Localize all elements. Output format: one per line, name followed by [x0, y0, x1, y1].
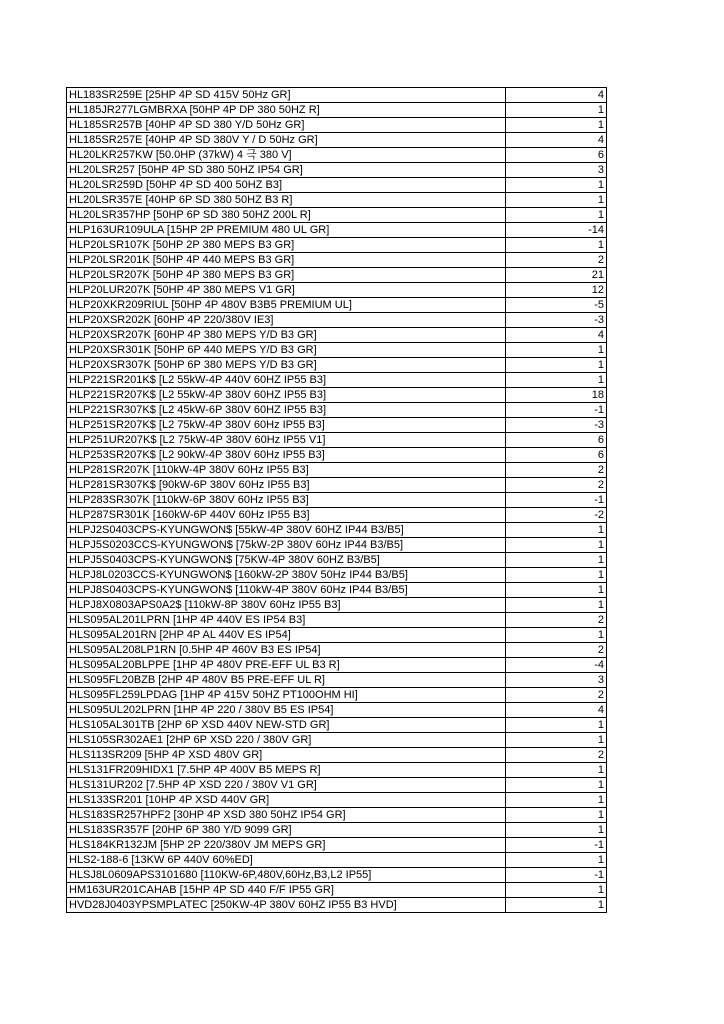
item-quantity-cell: 1 — [506, 823, 607, 838]
item-quantity-cell: 6 — [506, 433, 607, 448]
table-row — [67, 433, 607, 448]
item-quantity-cell: 4 — [506, 328, 607, 343]
item-quantity-cell: 6 — [506, 148, 607, 163]
item-description-cell: HLP251SR207K$ [L2 75kW-4P 380V 60Hz IP55 B3] — [67, 418, 506, 433]
item-description-cell: HL20LSR357HP [50HP 6P SD 380 50HZ 200L R] — [67, 208, 506, 223]
item-description-cell: HLS131UR202 [7.5HP 4P XSD 220 / 380V V1 GR] — [67, 778, 506, 793]
item-description-cell: HLS095AL201LPRN [1HP 4P 440V ES IP54 B3] — [67, 613, 506, 628]
item-quantity-cell: -1 — [506, 868, 607, 883]
item-quantity-cell: -1 — [506, 403, 607, 418]
table-row — [67, 388, 607, 403]
item-quantity-cell: -2 — [506, 508, 607, 523]
item-quantity-cell: 1 — [506, 118, 607, 133]
table-row — [67, 868, 607, 883]
table-row — [67, 508, 607, 523]
table-row — [67, 283, 607, 298]
table-row — [67, 838, 607, 853]
item-description-cell: HLP221SR207K$ [L2 55kW-4P 380V 60HZ IP55 B3] — [67, 388, 506, 403]
item-quantity-cell: 1 — [506, 538, 607, 553]
item-description-cell: HLS131FR209HIDX1 [7.5HP 4P 400V B5 MEPS R] — [67, 763, 506, 778]
item-quantity-cell: 1 — [506, 568, 607, 583]
item-description-cell: HLP253SR207K$ [L2 90kW-4P 380V 60Hz IP55 B3] — [67, 448, 506, 463]
table-row — [67, 853, 607, 868]
item-quantity-cell: 1 — [506, 628, 607, 643]
item-quantity-cell: 3 — [506, 163, 607, 178]
table-row — [67, 478, 607, 493]
item-description-cell: HLP221SR307K$ [L2 45kW-6P 380V 60HZ IP55 B3] — [67, 403, 506, 418]
item-quantity-cell: 1 — [506, 373, 607, 388]
item-quantity-cell: 1 — [506, 853, 607, 868]
table-row — [67, 328, 607, 343]
item-quantity-cell: 2 — [506, 463, 607, 478]
item-quantity-cell: -1 — [506, 493, 607, 508]
table-row — [67, 208, 607, 223]
table-row — [67, 148, 607, 163]
table-row — [67, 193, 607, 208]
item-description-cell: HLP20XKR209RIUL [50HP 4P 480V B3B5 PREMIUM UL] — [67, 298, 506, 313]
table-row — [67, 88, 607, 103]
item-quantity-cell: -5 — [506, 298, 607, 313]
item-description-cell: HVD28J0403YPSMPLATEC [250KW-4P 380V 60HZ IP55 B3 HVD] — [67, 898, 506, 913]
table-row — [67, 718, 607, 733]
item-description-cell: HLS105AL301TB [2HP 6P XSD 440V NEW-STD GR] — [67, 718, 506, 733]
item-quantity-cell: 3 — [506, 673, 607, 688]
item-quantity-cell: 1 — [506, 238, 607, 253]
item-quantity-cell: 1 — [506, 778, 607, 793]
item-description-cell: HLP20XSR301K [50HP 6P 440 MEPS Y/D B3 GR] — [67, 343, 506, 358]
item-description-cell: HLP251UR207K$ [L2 75kW-4P 380V 60Hz IP55 V1] — [67, 433, 506, 448]
item-description-cell: HLP287SR301K [160kW-6P 440V 60Hz IP55 B3] — [67, 508, 506, 523]
item-quantity-cell: 1 — [506, 358, 607, 373]
table-row — [67, 703, 607, 718]
table-row — [67, 118, 607, 133]
table-row — [67, 103, 607, 118]
item-quantity-cell: 2 — [506, 613, 607, 628]
item-description-cell: HLP20LUR207K [50HP 4P 380 MEPS V1 GR] — [67, 283, 506, 298]
table-row — [67, 403, 607, 418]
table-row — [67, 523, 607, 538]
item-description-cell: HLP20XSR207K [60HP 4P 380 MEPS Y/D B3 GR] — [67, 328, 506, 343]
inventory-table — [66, 87, 607, 913]
item-description-cell: HLS095FL20BZB [2HP 4P 480V B5 PRE-EFF UL R] — [67, 673, 506, 688]
item-quantity-cell: -14 — [506, 223, 607, 238]
item-description-cell: HLS095AL20BLPPE [1HP 4P 480V PRE-EFF UL B3 R] — [67, 658, 506, 673]
item-quantity-cell: 4 — [506, 703, 607, 718]
table-row — [67, 808, 607, 823]
item-quantity-cell: 6 — [506, 448, 607, 463]
item-description-cell: HL185SR257B [40HP 4P SD 380 Y/D 50Hz GR] — [67, 118, 506, 133]
table-row — [67, 553, 607, 568]
item-description-cell: HLS095AL208LP1RN [0.5HP 4P 460V B3 ES IP54] — [67, 643, 506, 658]
item-quantity-cell: 2 — [506, 643, 607, 658]
item-description-cell: HLS184KR132JM [5HP 2P 220/380V JM MEPS GR] — [67, 838, 506, 853]
item-quantity-cell: 1 — [506, 793, 607, 808]
item-description-cell: HLP283SR307K [110kW-6P 380V 60Hz IP55 B3] — [67, 493, 506, 508]
item-quantity-cell: 1 — [506, 898, 607, 913]
table-row — [67, 223, 607, 238]
table-row — [67, 883, 607, 898]
item-description-cell: HLPJ8X0803APS0A2$ [110kW-8P 380V 60Hz IP55 B3] — [67, 598, 506, 613]
table-row — [67, 673, 607, 688]
table-row — [67, 763, 607, 778]
table-row — [67, 643, 607, 658]
item-description-cell: HLP20XSR202K [60HP 4P 220/380V IE3] — [67, 313, 506, 328]
inventory-table-body — [67, 88, 607, 913]
table-row — [67, 268, 607, 283]
item-description-cell: HLPJ5S0203CCS-KYUNGWON$ [75kW-2P 380V 60Hz IP44 B3/B5] — [67, 538, 506, 553]
table-row — [67, 568, 607, 583]
item-description-cell: HL20LSR259D [50HP 4P SD 400 50HZ B3] — [67, 178, 506, 193]
item-description-cell: HLS095UL202LPRN [1HP 4P 220 / 380V B5 ES IP54] — [67, 703, 506, 718]
item-description-cell: HLPJ8L0203CCS-KYUNGWON$ [160kW-2P 380V 50Hz IP44 B3/B5] — [67, 568, 506, 583]
table-row — [67, 613, 607, 628]
item-quantity-cell: 1 — [506, 733, 607, 748]
item-quantity-cell: 1 — [506, 553, 607, 568]
item-quantity-cell: -3 — [506, 313, 607, 328]
item-description-cell: HLP20LSR207K [50HP 4P 380 MEPS B3 GR] — [67, 268, 506, 283]
item-quantity-cell: 4 — [506, 133, 607, 148]
item-quantity-cell: 1 — [506, 883, 607, 898]
item-description-cell: HLP20LSR201K [50HP 4P 440 MEPS B3 GR] — [67, 253, 506, 268]
item-description-cell: HLS105SR302AE1 [2HP 6P XSD 220 / 380V GR] — [67, 733, 506, 748]
table-row — [67, 658, 607, 673]
item-description-cell: HLS095FL259LPDAG [1HP 4P 415V 50HZ PT100OHM HI] — [67, 688, 506, 703]
item-description-cell: HL20LSR257 [50HP 4P SD 380 50HZ IP54 GR] — [67, 163, 506, 178]
table-row — [67, 163, 607, 178]
item-description-cell: HLS095AL201RN [2HP 4P AL 440V ES IP54] — [67, 628, 506, 643]
table-row — [67, 733, 607, 748]
item-quantity-cell: -4 — [506, 658, 607, 673]
table-row — [67, 823, 607, 838]
item-quantity-cell: 1 — [506, 808, 607, 823]
item-quantity-cell: 2 — [506, 478, 607, 493]
item-description-cell: HLP163UR109ULA [15HP 2P PREMIUM 480 UL GR] — [67, 223, 506, 238]
table-row — [67, 793, 607, 808]
item-description-cell: HLPJ8S0403CPS-KYUNGWON$ [110kW-4P 380V 60Hz IP44 B3/B5] — [67, 583, 506, 598]
table-row — [67, 748, 607, 763]
item-quantity-cell: 2 — [506, 688, 607, 703]
table-row — [67, 343, 607, 358]
table-row — [67, 583, 607, 598]
item-description-cell: HLP221SR201K$ [L2 55kW-4P 440V 60HZ IP55 B3] — [67, 373, 506, 388]
table-row — [67, 778, 607, 793]
item-description-cell: HLP20XSR307K [50HP 6P 380 MEPS Y/D B3 GR] — [67, 358, 506, 373]
item-quantity-cell: 1 — [506, 718, 607, 733]
item-description-cell: HLS183SR357F [20HP 6P 380 Y/D 9099 GR] — [67, 823, 506, 838]
item-description-cell: HLS133SR201 [10HP 4P XSD 440V GR] — [67, 793, 506, 808]
table-row — [67, 298, 607, 313]
table-row — [67, 133, 607, 148]
item-description-cell: HL183SR259E [25HP 4P SD 415V 50Hz GR] — [67, 88, 506, 103]
item-description-cell: HLS183SR257HPF2 [30HP 4P XSD 380 50HZ IP54 GR] — [67, 808, 506, 823]
item-description-cell: HLP281SR207K [110kW-4P 380V 60Hz IP55 B3] — [67, 463, 506, 478]
table-row — [67, 493, 607, 508]
table-row — [67, 688, 607, 703]
item-quantity-cell: 1 — [506, 343, 607, 358]
item-description-cell: HL185SR257E [40HP 4P SD 380V Y / D 50Hz GR] — [67, 133, 506, 148]
item-description-cell: HLSJ8L0609APS3101680 [110KW-6P,480V,60Hz,B3,L2 IP55] — [67, 868, 506, 883]
item-description-cell: HLS113SR209 [5HP 4P XSD 480V GR] — [67, 748, 506, 763]
item-quantity-cell: 1 — [506, 598, 607, 613]
table-row — [67, 598, 607, 613]
table-row — [67, 178, 607, 193]
table-row — [67, 238, 607, 253]
item-quantity-cell: 18 — [506, 388, 607, 403]
item-quantity-cell: 1 — [506, 523, 607, 538]
item-quantity-cell: 1 — [506, 208, 607, 223]
table-row — [67, 463, 607, 478]
table-row — [67, 313, 607, 328]
item-quantity-cell: 1 — [506, 103, 607, 118]
table-row — [67, 358, 607, 373]
item-description-cell: HLPJ2S0403CPS-KYUNGWON$ [55kW-4P 380V 60HZ IP44 B3/B5] — [67, 523, 506, 538]
item-description-cell: HLP20LSR107K [50HP 2P 380 MEPS B3 GR] — [67, 238, 506, 253]
item-quantity-cell: 12 — [506, 283, 607, 298]
table-row — [67, 628, 607, 643]
item-quantity-cell: 1 — [506, 193, 607, 208]
item-description-cell: HLS2-188-6 [13KW 6P 440V 60%ED] — [67, 853, 506, 868]
table-row — [67, 418, 607, 433]
item-description-cell: HLP281SR307K$ [90kW-6P 380V 60Hz IP55 B3] — [67, 478, 506, 493]
item-description-cell: HM163UR201CAHAB [15HP 4P SD 440 F/F IP55 GR] — [67, 883, 506, 898]
table-row — [67, 253, 607, 268]
item-quantity-cell: -1 — [506, 838, 607, 853]
item-quantity-cell: 2 — [506, 253, 607, 268]
item-quantity-cell: 2 — [506, 748, 607, 763]
item-quantity-cell: 1 — [506, 583, 607, 598]
table-row — [67, 448, 607, 463]
item-description-cell: HL20LKR257KW [50.0HP (37kW) 4 극 380 V] — [67, 148, 506, 163]
item-quantity-cell: 4 — [506, 88, 607, 103]
item-quantity-cell: -3 — [506, 418, 607, 433]
item-description-cell: HL20LSR357E [40HP 6P SD 380 50HZ B3 R] — [67, 193, 506, 208]
table-row — [67, 898, 607, 913]
item-quantity-cell: 21 — [506, 268, 607, 283]
item-quantity-cell: 1 — [506, 763, 607, 778]
item-description-cell: HLPJ5S0403CPS-KYUNGWON$ [75KW-4P 380V 60HZ B3/B5] — [67, 553, 506, 568]
item-quantity-cell: 1 — [506, 178, 607, 193]
table-row — [67, 538, 607, 553]
table-row — [67, 373, 607, 388]
item-description-cell: HL185JR277LGMBRXA [50HP 4P DP 380 50HZ R] — [67, 103, 506, 118]
